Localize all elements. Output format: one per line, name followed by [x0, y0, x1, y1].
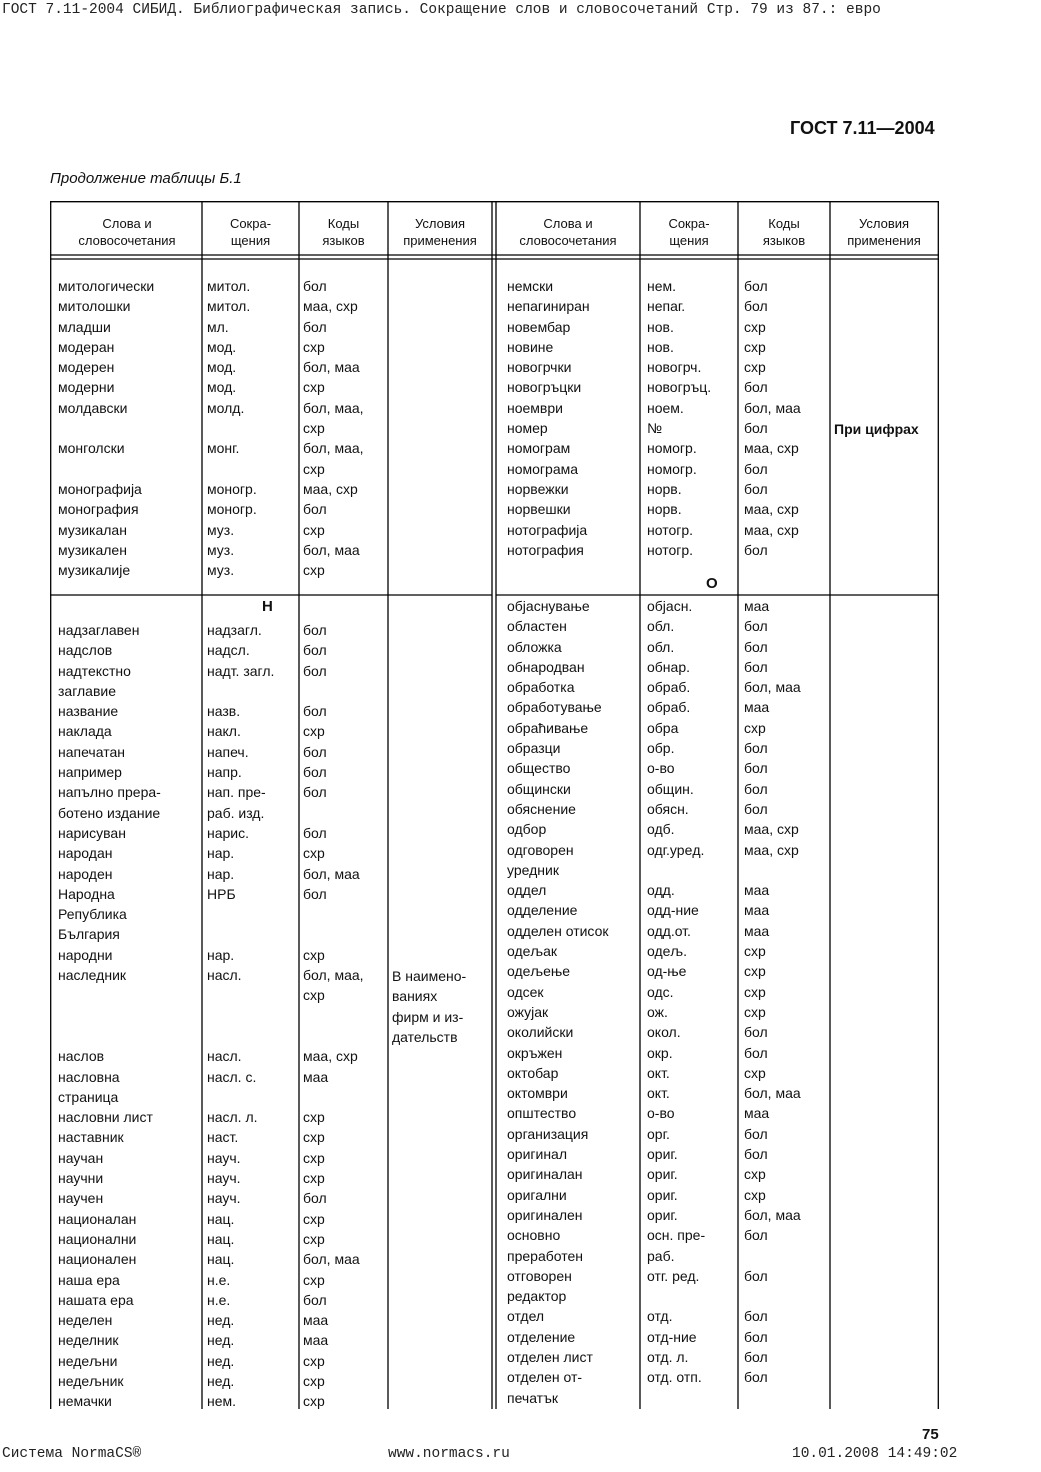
- column-header-abbr: Сокра- щения: [229, 216, 272, 248]
- language-codes-column: маа бол бол бол бол, маа маа схр бол бол бол бол маа, схр маа, схр маа маа маа схр схр схр схр бол бол схр бол, маа маа бол бол схр схр бол, маа бол бол бол бол бол бол: [744, 598, 801, 1386]
- abbreviations-table: [50, 201, 939, 1409]
- column-header-words: Слова и словосочетания: [78, 216, 176, 248]
- table-grid: [50, 201, 939, 1409]
- language-codes-column: бол бол бол бол схр бол бол бол бол схр бол, маа бол схр бол, маа, схр маа, схр маа схр схр схр схр бол схр схр бол, маа схр бол маа маа схр схр схр: [303, 622, 364, 1410]
- abbreviations-column: надзагл. надсл. надт. загл. назв. накл. напеч. напр. нап. пре- раб. изд. нарис. нар. нар. НРБ нар. насл. насл. насл. с. насл. л. наст. науч. науч. науч. нац. нац. нац. н.е. н.е. нед. нед. нед. нед. нем.: [207, 622, 275, 1410]
- language-codes-column: бол бол схр схр схр бол бол, маа бол маа, схр бол бол маа, схр маа, схр бол: [744, 278, 801, 558]
- column-header-codes: Коды языков: [322, 216, 365, 248]
- language-codes-column: бол маа, схр бол схр бол, маа схр бол, маа, схр бол, маа, схр маа, схр бол схр бол, маа схр: [303, 278, 364, 579]
- footer-website[interactable]: www.normacs.ru: [388, 1446, 510, 1462]
- usage-condition: В наимено- ваниях фирм и из- дательств: [392, 968, 467, 1045]
- table-caption: Продолжение таблицы Б.1: [50, 170, 242, 187]
- column-header-conditions: Условия применения: [403, 216, 477, 248]
- words-column: објаснување областен обложка обнародван обработка обработување обраћивање образци общество общински обяснение одбор одговорен уредник оддел одделение одделен отисок одељак одељење одсек ожујак околийски окръжен октобар октомври општество организация оригинал оригиналан оригални оригинален основно преработен отговорен редактор отдел отделение отделен лист отделен от- печатък: [507, 598, 609, 1406]
- column-header-words: Слова и словосочетания: [519, 216, 617, 248]
- abbreviations-column: објасн. обл. обл. обнар. обраб. обраб. обра обр. о-во общин. обясн. одб. одг.урeд. одд. одд-ние одд.от. одељ. од-ње одс. ож. окол. окр. окт. окт. о-во орг. ориг. ориг. ориг. ориг. осн. пре- раб. отг. ред. отд. отд-ние отд. л. отд. отп.: [647, 598, 706, 1386]
- page-header: ГОСТ 7.11-2004 СИБИД. Библиографическая запись. Сокращение слов и словосочетаний Стр. 79 из 87.: евро: [2, 2, 881, 18]
- column-header-codes: Коды языков: [762, 216, 806, 248]
- page-number: 75: [922, 1426, 939, 1443]
- usage-condition: При цифрах: [834, 421, 919, 437]
- section-letter: Н: [262, 598, 273, 615]
- abbreviations-column: митол. митол. мл. мод. мод. мод. молд. монг. моногр. моногр. муз. муз. муз.: [207, 278, 257, 579]
- footer-system: Система NormaCS®: [2, 1446, 142, 1462]
- standard-id: ГОСТ 7.11—2004: [790, 118, 935, 138]
- words-column: митологически митолошки младши модеран модерен модерни молдавски монголски монографија монография музикалан музикален музикалије: [58, 278, 155, 579]
- words-column: надзаглавен надслов надтекстно заглавие название наклада напечатан например напълно прера- ботено издание нарисуван народан народен Народна Република България народни наследник наслов насловна страница насловни лист наставник научан научни научен националан национални национален наша ера нашата ера неделен неделник недељни недељник немачки: [58, 622, 161, 1410]
- column-header-conditions: Условия применения: [847, 216, 921, 248]
- footer-timestamp: 10.01.2008 14:49:02: [792, 1446, 958, 1462]
- section-letter: О: [706, 575, 718, 592]
- column-header-abbr: Сокра- щения: [668, 216, 710, 248]
- abbreviations-column: нем. непаг. нов. нов. новогрч. новогръц. ноем. № номогр. номогр. норв. норв. нотогр. нотогр.: [647, 278, 712, 558]
- words-column: немски непагиниран новембар новине новогрчки новогръцки ноември номер номограм номограма норвежки норвешки нотографија нотография: [507, 278, 590, 558]
